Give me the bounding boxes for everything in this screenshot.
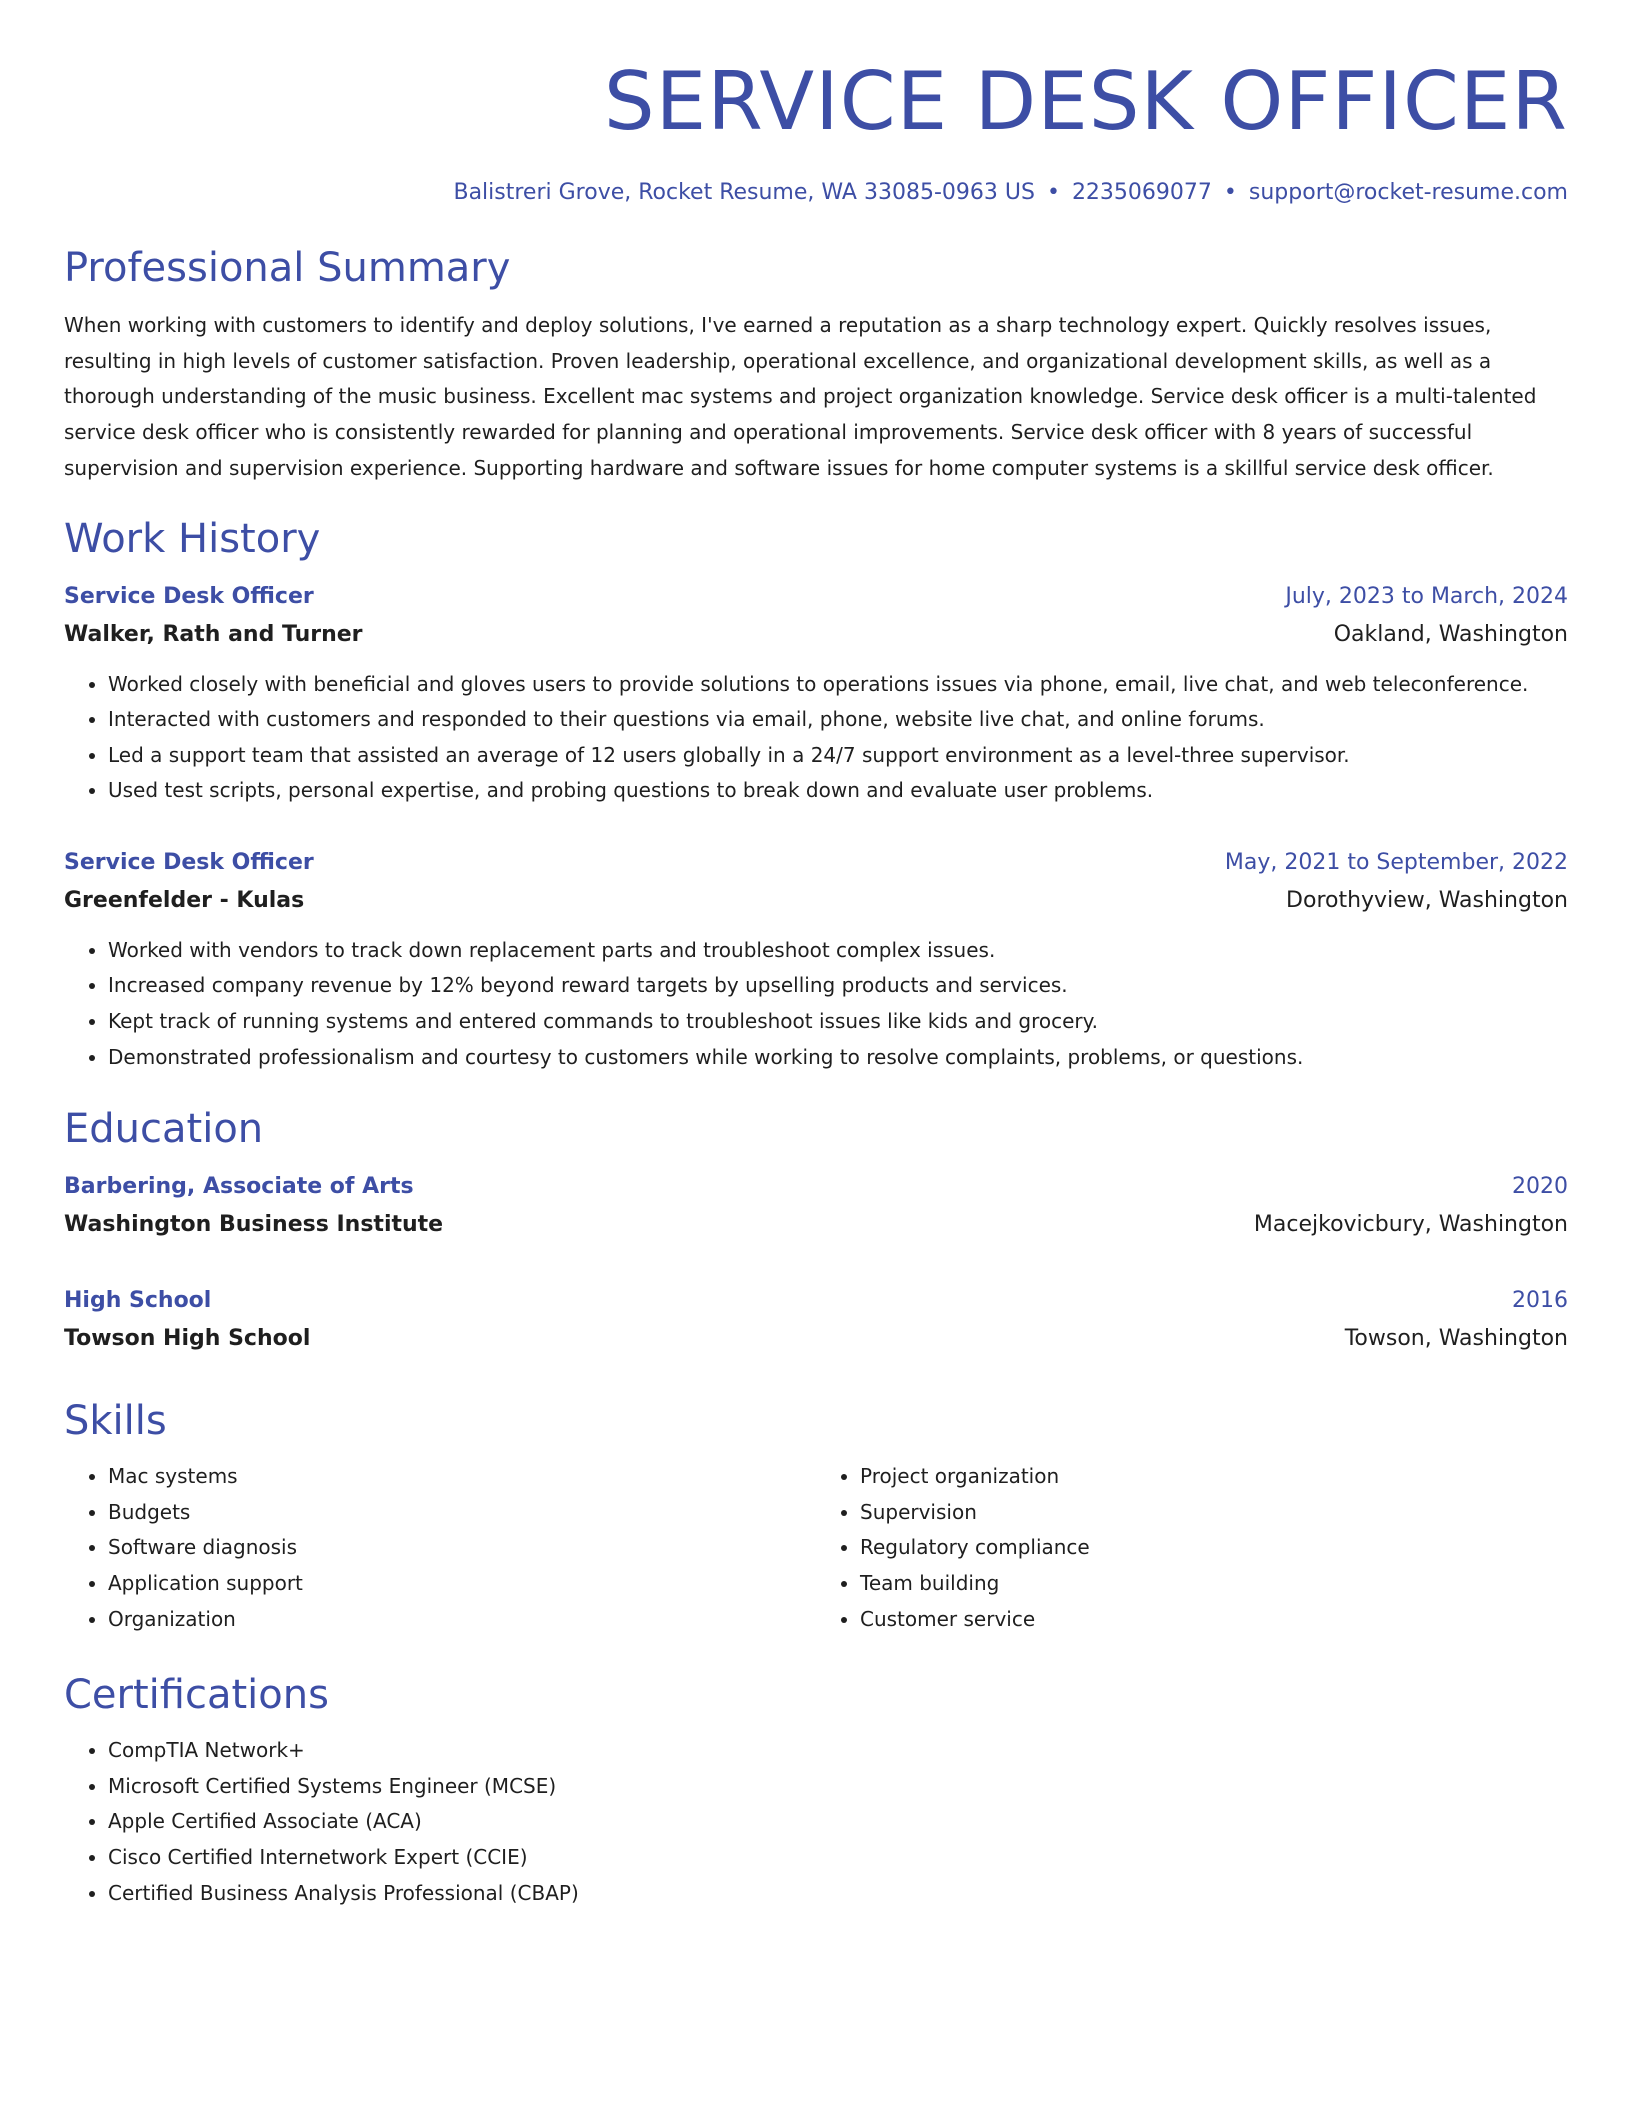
job-role: Service Desk Officer (64, 849, 314, 875)
skill-item: • Application support (108, 1566, 816, 1602)
education-entry (64, 1283, 1568, 1359)
work-history-list (64, 579, 1568, 1076)
skill-item: • Organization (108, 1602, 816, 1638)
certification-item: • Apple Certified Associate (ACA) (108, 1804, 1568, 1840)
job-bullet: • Demonstrated professionalism and courtesy to customers while working to resolve complaints, problems, or questions. (108, 1040, 1568, 1076)
skills-column-right (816, 1459, 1568, 1637)
skill-item: • Mac systems (108, 1459, 816, 1495)
job-company: Greenfelder - Kulas (64, 887, 305, 913)
education-degree: Barbering, Associate of Arts (64, 1174, 414, 1200)
job-entry (64, 579, 1568, 809)
education-degree: High School (64, 1288, 212, 1314)
education-year: 2020 (1512, 1174, 1568, 1200)
certifications-list (64, 1733, 1568, 1911)
contact-email: support@rocket-resume.com (1248, 180, 1568, 205)
certification-item: • Certified Business Analysis Professional (CBAP) (108, 1876, 1568, 1912)
skill-item: • Software diagnosis (108, 1530, 816, 1566)
job-company: Walker, Rath and Turner (64, 621, 363, 647)
certification-item: • Cisco Certified Internetwork Expert (CCIE) (108, 1840, 1568, 1876)
education-location: Towson, Washington (1344, 1326, 1568, 1352)
certifications-heading: Certifications (64, 1672, 329, 1719)
skill-item: • Team building (860, 1566, 1568, 1602)
job-bullet: • Interacted with customers and responded to their questions via email, phone, website live chat, and online forums. (108, 702, 1568, 738)
job-bullet: • Worked with vendors to track down replacement parts and troubleshoot complex issues. (108, 933, 1568, 969)
skill-item: • Supervision (860, 1495, 1568, 1531)
contact-phone: 2235069077 (1071, 180, 1212, 205)
skill-item: • Budgets (108, 1495, 816, 1531)
contact-line (64, 178, 1568, 208)
skills-grid (64, 1459, 1568, 1637)
education-year: 2016 (1512, 1288, 1568, 1314)
job-bullets (64, 933, 1568, 1075)
certification-item: • Microsoft Certified Systems Engineer (MCSE) (108, 1769, 1568, 1805)
contact-address: Balistreri Grove, Rocket Resume, WA 33085-0963 US (453, 180, 1035, 205)
job-dates: May, 2021 to September, 2022 (1224, 849, 1568, 875)
education-location: Macejkovicbury, Washington (1253, 1212, 1568, 1238)
education-heading: Education (64, 1106, 264, 1153)
job-bullet: • Used test scripts, personal expertise, and probing questions to break down and evaluate user problems. (108, 773, 1568, 809)
skill-item: • Regulatory compliance (860, 1530, 1568, 1566)
job-bullet: • Increased company revenue by 12% beyond reward targets by upselling products and services. (108, 968, 1568, 1004)
candidate-name: SERVICE DESK OFFICER (603, 55, 1568, 148)
job-bullet: • Kept track of running systems and entered commands to troubleshoot issues like kids and grocery. (108, 1004, 1568, 1040)
job-location: Oakland, Washington (1333, 621, 1568, 647)
skills-heading: Skills (64, 1398, 167, 1445)
skill-item: • Customer service (860, 1602, 1568, 1638)
education-school: Washington Business Institute (64, 1212, 444, 1238)
education-entry (64, 1169, 1568, 1245)
job-location: Dorothyview, Washington (1286, 887, 1568, 913)
education-school: Towson High School (64, 1326, 311, 1352)
education-list (64, 1169, 1568, 1359)
contact-separator: • (1223, 180, 1237, 205)
contact-separator: • (1046, 180, 1060, 205)
summary-heading: Professional Summary (64, 245, 511, 291)
summary-text: When working with customers to identify and deploy solutions, I've earned a reputation as a sharp technology expert. Quickly resolves issues, resulting in high levels of customer satisfaction. Proven leadership, operational excellence, and organizational development skills, as well as a thorough understanding of the music business. Excellent mac systems and project organization knowledge. Service desk officer is a multi-talented service desk officer who is consistently rewarded for planning and operational improvements. Service desk officer with 8 years of successful supervision and supervision experience. Supporting hardware and software issues for home computer systems is a skillful service desk officer. (64, 313, 1537, 480)
job-role: Service Desk Officer (64, 583, 314, 609)
job-bullets (64, 667, 1568, 809)
job-entry (64, 845, 1568, 1075)
skill-item: • Project organization (860, 1459, 1568, 1495)
job-bullet: • Worked closely with beneficial and gloves users to provide solutions to operations issues via phone, email, live chat, and web teleconference. (108, 667, 1568, 703)
work-history-heading: Work History (64, 515, 321, 562)
job-bullet: • Led a support team that assisted an average of 12 users globally in a 24/7 support environment as a level-three supervisor. (108, 738, 1568, 774)
certification-item: • CompTIA Network+ (108, 1733, 1568, 1769)
job-dates: July, 2023 to March, 2024 (1285, 583, 1568, 609)
resume-header (64, 56, 1568, 208)
skills-column-left (64, 1459, 816, 1637)
